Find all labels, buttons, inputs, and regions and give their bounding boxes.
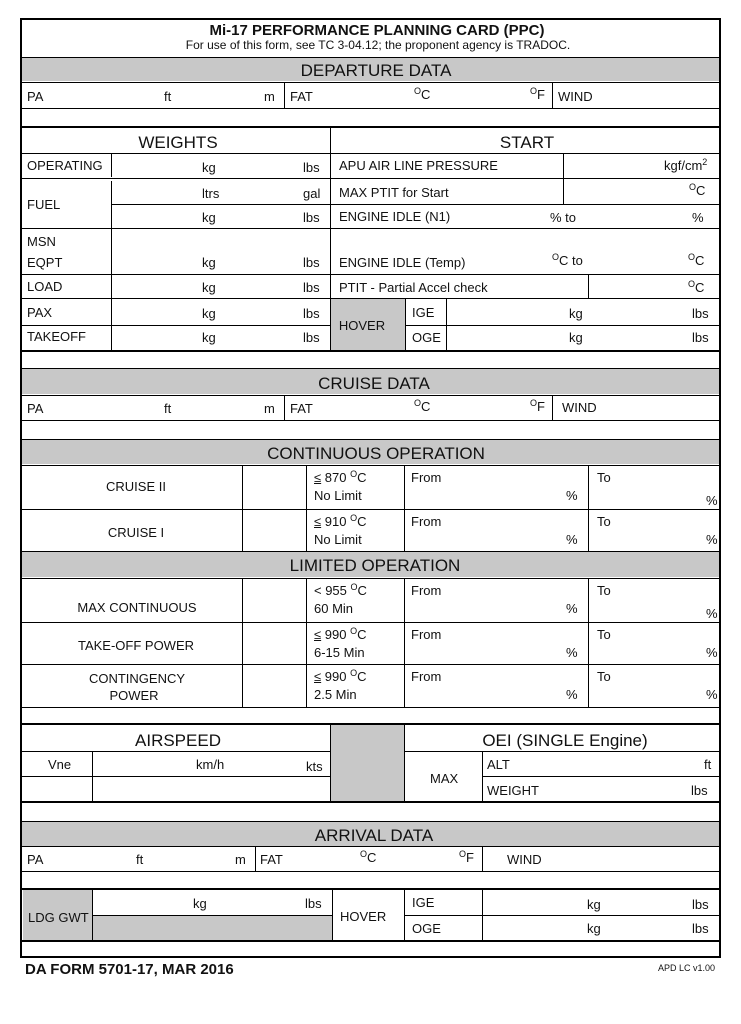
departure-wind-field[interactable] (598, 84, 716, 106)
cruise-header: CRUISE DATA (318, 374, 430, 393)
ptit-partial-deg-c: $^O$C (688, 279, 705, 295)
contingency-power-from: From (411, 669, 442, 684)
contingency-power-to: To (597, 669, 611, 684)
departure-fat-label: FAT (290, 89, 313, 104)
max-continuous-from: From (411, 583, 442, 598)
arrival-fat-label: FAT (260, 852, 283, 867)
arrival-oge-kg: kg (587, 921, 601, 936)
max-ptit-label: MAX PTIT for Start (339, 185, 449, 200)
limited-header: LIMITED OPERATION (289, 556, 461, 575)
arrival-header: ARRIVAL DATA (314, 826, 434, 845)
hover-label: HOVER (338, 318, 386, 333)
cruise-i-to-pct: % (706, 532, 718, 547)
contingency-power-to-pct: % (706, 687, 718, 702)
cruise-i-from-pct: % (566, 532, 578, 547)
apu-pressure-label: APU AIR LINE PRESSURE (339, 158, 498, 173)
weight-takeoff-label: TAKEOFF (27, 329, 86, 344)
arrival-deg-c: $^O$C (360, 849, 377, 865)
cruise-ii-from-pct: % (566, 488, 578, 503)
departure-deg-f: $^O$F (530, 86, 545, 102)
ldg-gwt-kg-unit: kg (193, 896, 207, 911)
form-title: Mi-17 PERFORMANCE PLANNING CARD (PPC) (209, 22, 545, 39)
weight-eqpt-label: EQPT (27, 255, 63, 270)
pax-kg-unit: kg (202, 306, 216, 321)
vne-kmh-unit: km/h (196, 757, 225, 772)
contingency-power-limit: ≤ 990 $^O$C (314, 668, 367, 684)
max-continuous-limit: < 955 $^O$C (314, 582, 367, 598)
ldg-gwt-lbs-unit: lbs (305, 896, 322, 911)
weight-operating-label: OPERATING (27, 158, 103, 173)
operating-lbs-unit: lbs (303, 160, 320, 175)
arrival-deg-f: $^O$F (459, 849, 474, 865)
continuous-header: CONTINUOUS OPERATION (267, 444, 485, 463)
form-version: APD LC v1.00 (658, 963, 716, 973)
max-continuous-duration: 60 Min (314, 601, 354, 616)
max-continuous-to-pct: % (706, 606, 718, 621)
fuel-kg-unit: kg (202, 210, 216, 225)
vne-label: Vne (48, 757, 72, 772)
cruise-ii-from: From (411, 470, 442, 485)
hover-ige-label: IGE (412, 305, 435, 320)
cruise-i-to: To (597, 514, 611, 529)
hover-ige-kg: kg (569, 306, 583, 321)
departure-pa-field[interactable] (40, 84, 160, 106)
departure-m-unit: m (264, 89, 275, 104)
takeoff-power-to: To (597, 627, 611, 642)
engine-idle-temp-deg-c: $^O$C (688, 252, 705, 268)
departure-wind-label: WIND (558, 89, 593, 104)
airspeed-header: AIRSPEED (135, 731, 221, 750)
eqpt-lbs-unit: lbs (303, 255, 320, 270)
weight-pax-label: PAX (27, 305, 53, 320)
cruise-i-limit: ≤ 910 $^O$C (314, 513, 367, 529)
fuel-lbs-unit: lbs (303, 210, 320, 225)
takeoff-power-limit: ≤ 990 $^O$C (314, 626, 367, 642)
cruise-pa-label: PA (27, 401, 44, 416)
arrival-wind-label: WIND (507, 852, 542, 867)
cruise-m-unit: m (264, 401, 275, 416)
cruise-ft-unit: ft (164, 401, 172, 416)
cruise-ii-label: CRUISE II (106, 479, 166, 494)
departure-fat-field[interactable] (314, 84, 414, 106)
engine-idle-n1-label: ENGINE IDLE (N1) (339, 209, 451, 224)
ldg-gwt-label: LDG GWT (28, 910, 89, 925)
oei-alt-label: ALT (487, 757, 510, 772)
oei-alt-ft-unit: ft (704, 757, 712, 772)
takeoff-power-from-pct: % (566, 645, 578, 660)
arrival-oge-label: OGE (412, 921, 441, 936)
arrival-ige-lbs: lbs (692, 897, 709, 912)
contingency-power-from-pct: % (566, 687, 578, 702)
pax-lbs-unit: lbs (303, 306, 320, 321)
cruise-ii-to: To (597, 470, 611, 485)
takeoff-lbs-unit: lbs (303, 330, 320, 345)
hover-oge-lbs: lbs (692, 330, 709, 345)
arrival-ft-unit: ft (136, 852, 144, 867)
hover-oge-kg: kg (569, 330, 583, 345)
contingency-power-label-1: CONTINGENCY (88, 671, 186, 686)
weight-fuel-label: FUEL (27, 197, 61, 212)
operating-kg-unit: kg (202, 160, 216, 175)
form-number: DA FORM 5701-17, MAR 2016 (25, 961, 234, 978)
oei-weight-label: WEIGHT (487, 783, 539, 798)
contingency-power-duration: 2.5 Min (314, 687, 357, 702)
oei-max-label: MAX (430, 771, 459, 786)
cruise-ii-duration: No Limit (314, 488, 362, 503)
engine-idle-n1-pct-to: % to (550, 210, 577, 225)
ldg-gwt-lower-block (93, 916, 332, 940)
hover-oge-label: OGE (412, 330, 441, 345)
cruise-i-from: From (411, 514, 442, 529)
hover-ige-lbs: lbs (692, 306, 709, 321)
airspeed-oei-divider-block (331, 725, 404, 801)
cruise-i-duration: No Limit (314, 532, 362, 547)
takeoff-power-duration: 6-15 Min (314, 645, 365, 660)
departure-ft-unit: ft (164, 89, 172, 104)
engine-idle-temp-c-to: $^O$C to (552, 252, 583, 268)
contingency-power-label-2: POWER (109, 688, 159, 703)
load-lbs-unit: lbs (303, 280, 320, 295)
apu-kgf-unit: kgf/$cm^2$ (664, 157, 708, 173)
takeoff-power-label: TAKE-OFF POWER (77, 638, 195, 653)
cruise-fat-label: FAT (290, 401, 313, 416)
max-continuous-from-pct: % (566, 601, 578, 616)
start-header: START (499, 133, 555, 152)
arrival-ige-kg: kg (587, 897, 601, 912)
eqpt-kg-unit: kg (202, 255, 216, 270)
weight-msn-label: MSN (27, 234, 56, 249)
arrival-hover-label: HOVER (340, 909, 387, 924)
engine-idle-temp-label: ENGINE IDLE (Temp) (339, 255, 466, 270)
arrival-oge-lbs: lbs (692, 921, 709, 936)
form-subtitle: For use of this form, see TC 3-04.12; the proponent agency is TRADOC. (185, 38, 571, 52)
takeoff-kg-unit: kg (202, 330, 216, 345)
arrival-pa-label: PA (27, 852, 44, 867)
takeoff-power-to-pct: % (706, 645, 718, 660)
departure-header: DEPARTURE DATA (300, 61, 452, 80)
oei-header: OEI (SINGLE Engine) (482, 731, 648, 750)
ptit-partial-label: PTIT - Partial Accel check (339, 280, 488, 295)
arrival-m-unit: m (235, 852, 246, 867)
cruise-ii-to-pct: % (706, 493, 718, 508)
departure-pa-label: PA (27, 89, 44, 104)
takeoff-power-from: From (411, 627, 442, 642)
cruise-deg-c: $^O$C (414, 398, 431, 414)
departure-deg-c: $^O$C (414, 86, 431, 102)
engine-idle-n1-pct: % (692, 210, 704, 225)
max-continuous-to: To (597, 583, 611, 598)
fuel-gal-unit: gal (303, 186, 321, 201)
load-kg-unit: kg (202, 280, 216, 295)
cruise-deg-f: $^O$F (530, 398, 545, 414)
cruise-ii-limit: ≤ 870 $^O$C (314, 469, 367, 485)
max-ptit-deg-c: $^O$C (689, 182, 706, 198)
cruise-i-label: CRUISE I (107, 525, 165, 540)
weight-load-label: LOAD (27, 279, 63, 294)
vne-kts-unit: kts (306, 759, 323, 774)
max-continuous-label: MAX CONTINUOUS (77, 600, 197, 615)
oei-weight-lbs-unit: lbs (691, 783, 708, 798)
cruise-wind-label: WIND (562, 400, 597, 415)
arrival-ige-label: IGE (412, 895, 435, 910)
fuel-ltrs-unit: ltrs (202, 186, 220, 201)
weights-header: WEIGHTS (138, 133, 218, 152)
